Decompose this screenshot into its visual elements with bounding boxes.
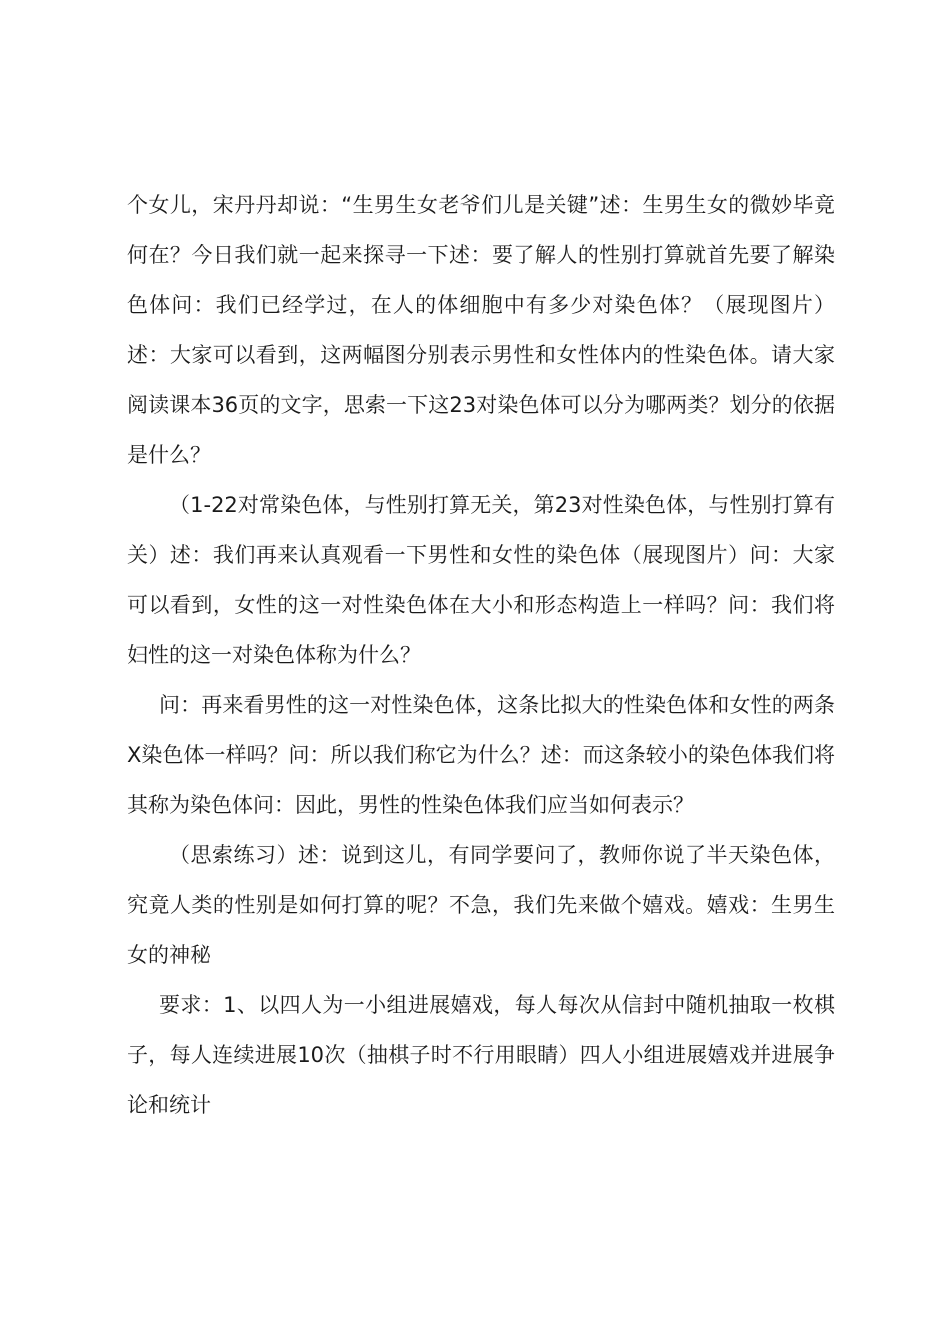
paragraph-2: （1-22对常染色体，与性别打算无关，第23对性染色体，与性别打算有关）述：我们再来认真观看一下男性和女性的染色体（展现图片）问：大家可以看到，女性的这一对性染色体在大小和形态构造上一样吗？问：我们将妇性的这一对染色体称为什么？ — [127, 493, 835, 667]
paragraph-3: 问：再来看男性的这一对性染色体，这条比拟大的性染色体和女性的两条X染色体一样吗？问：所以我们称它为什么？述：而这条较小的染色体我们将其称为染色体问：因此，男性的性染色体我们应当如何表示？ — [127, 693, 835, 817]
paragraph-1: 个女儿，宋丹丹却说：“生男生女老爷们儿是关键”述：生男生女的微妙毕竟何在？今日我们就一起来探寻一下述：要了解人的性别打算就首先要了解染色体问：我们已经学过，在人的体细胞中有多少对染色体？（展现图片）述：大家可以看到，这两幅图分别表示男性和女性体内的性染色体。请大家阅读课本36页的文字，思索一下这23对染色体可以分为哪两类？划分的依据是什么？ — [127, 193, 835, 467]
paragraph-4: （思索练习）述：说到这儿，有同学要问了，教师你说了半天染色体，究竟人类的性别是如何打算的呢？不急，我们先来做个嬉戏。嬉戏：生男生女的神秘 — [127, 843, 835, 967]
paragraph-5: 要求：1、以四人为一小组进展嬉戏，每人每次从信封中随机抽取一枚棋子，每人连续进展10次（抽棋子时不行用眼睛）四人小组进展嬉戏并进展争论和统计 — [127, 993, 835, 1117]
document-body — [127, 180, 835, 1130]
